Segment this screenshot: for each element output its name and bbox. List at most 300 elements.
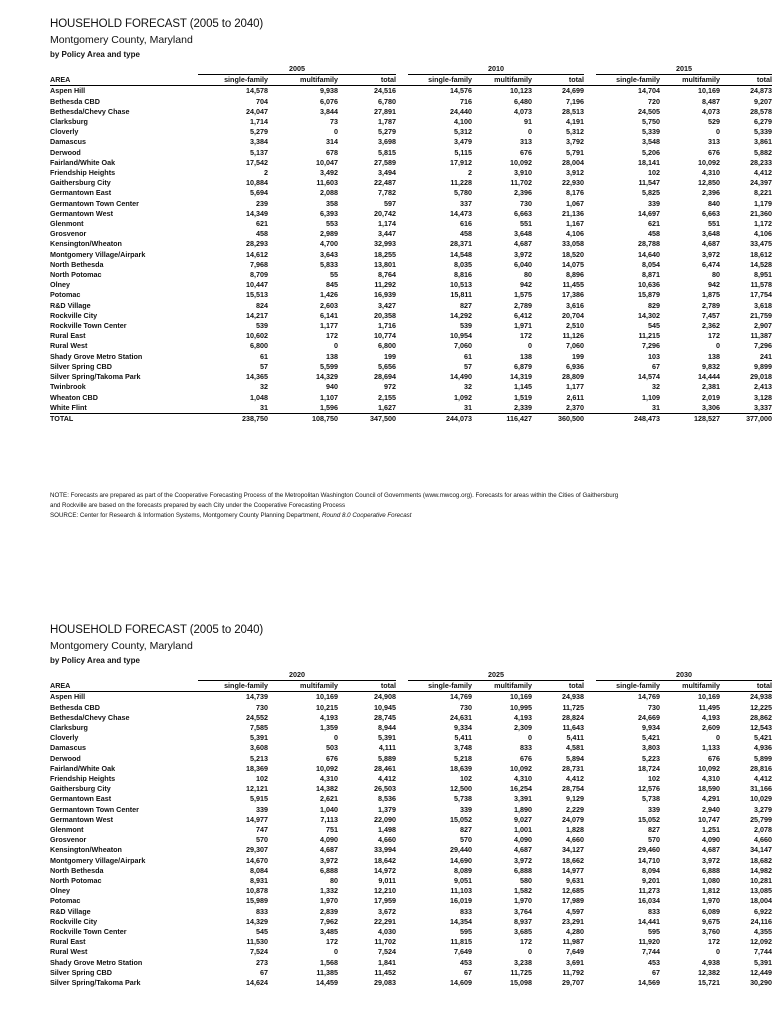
value-cell: 5,694: [250, 188, 268, 198]
value-cell: 3,648: [702, 229, 721, 239]
value-cell: 91: [524, 117, 533, 127]
value-cell: 0: [528, 947, 533, 957]
value-cell: 529: [708, 117, 721, 127]
value-cell: 4,090: [514, 835, 533, 845]
value-cell: 840: [708, 198, 721, 208]
spacer-cell: [584, 188, 596, 198]
value-cell: 11,920: [638, 937, 661, 947]
value-cell: 10,747: [698, 814, 721, 824]
value-cell: 3,494: [378, 168, 397, 178]
value-cell: 1,498: [378, 825, 397, 835]
area-name: Germantown East: [50, 794, 112, 804]
value-cell: 57: [464, 361, 473, 371]
value-cell: 55: [330, 270, 338, 280]
spacer-cell: [396, 876, 408, 886]
value-cell: 238,750: [198, 413, 268, 424]
value-cell: 14,690: [450, 855, 473, 865]
area-name: Grosvenor: [50, 229, 87, 239]
source-italic: Round 8.0 Cooperative Forecast: [322, 512, 412, 519]
value-cell: 14,704: [596, 86, 660, 97]
value-cell: 11,228: [450, 178, 473, 188]
value-cell: 339: [648, 198, 661, 208]
value-cell: 5,391: [378, 733, 397, 743]
spacer-cell: [396, 229, 408, 239]
value-cell: 8,035: [454, 259, 473, 269]
value-cell: 2,839: [320, 906, 338, 916]
value-cell: 3,616: [566, 300, 585, 310]
value-cell: 4,191: [566, 117, 585, 127]
value-cell: 29,460: [638, 845, 661, 855]
spacer-cell: [396, 907, 408, 917]
value-cell: 751: [326, 825, 338, 835]
value-cell: 2,907: [754, 321, 772, 331]
value-cell: 12,225: [750, 702, 772, 712]
value-cell: 3,391: [514, 794, 533, 804]
value-cell: 14,319: [510, 372, 533, 382]
spacer-cell: [584, 692, 596, 703]
area-name: North Bethesda: [50, 865, 104, 875]
value-cell: 2,609: [702, 723, 721, 733]
value-cell: 570: [648, 835, 661, 845]
value-cell: 4,073: [514, 106, 533, 116]
value-cell: 10,169: [660, 692, 720, 703]
value-cell: 15,879: [638, 290, 661, 300]
spacer-cell: [396, 86, 408, 97]
spacer-cell: [584, 64, 596, 75]
value-cell: 28,816: [750, 763, 772, 773]
value-cell: 27,891: [374, 106, 397, 116]
table-row: [50, 188, 772, 198]
area-name: White Flint: [50, 402, 87, 412]
value-cell: 5,894: [566, 753, 585, 763]
value-cell: 6,936: [566, 361, 585, 371]
spacer-cell: [396, 845, 408, 855]
spacer-cell: [584, 907, 596, 917]
value-cell: 2,155: [378, 392, 397, 402]
value-cell: 1,172: [754, 219, 772, 229]
value-cell: 1,359: [320, 723, 338, 733]
spacer-cell: [396, 815, 408, 825]
value-cell: 1,177: [320, 321, 338, 331]
value-cell: 18,369: [246, 763, 268, 773]
value-cell: 1,716: [378, 321, 397, 331]
value-cell: 358: [326, 198, 338, 208]
table-row: [50, 127, 772, 137]
value-cell: 28,788: [638, 239, 661, 249]
value-cell: 551: [520, 219, 533, 229]
value-cell: 24,699: [532, 86, 584, 97]
value-cell: 4,106: [566, 229, 585, 239]
value-cell: 33,994: [374, 845, 397, 855]
value-cell: 24,047: [246, 106, 268, 116]
value-cell: 339: [460, 804, 473, 814]
table-row: [50, 270, 772, 280]
spacer-cell: [396, 856, 408, 866]
value-cell: 10,281: [750, 876, 772, 886]
value-cell: 67: [652, 361, 661, 371]
value-cell: 80: [524, 270, 533, 280]
area-name: Clarksburg: [50, 117, 88, 127]
value-cell: 2,510: [566, 321, 585, 331]
area-name: Gaithersburg City: [50, 784, 111, 794]
value-cell: 7,060: [454, 341, 473, 351]
column-header-row: [50, 75, 772, 86]
value-cell: 12,500: [450, 784, 473, 794]
value-cell: 14,612: [246, 249, 268, 259]
value-cell: 25,799: [750, 814, 772, 824]
value-cell: 5,213: [250, 753, 268, 763]
value-cell: 940: [326, 382, 338, 392]
table-row: [50, 947, 772, 957]
value-cell: 8,931: [250, 876, 268, 886]
value-cell: 5,421: [642, 733, 661, 743]
value-cell: 2,611: [566, 392, 585, 402]
area-name: Fairland/White Oak: [50, 157, 116, 167]
table-row: [50, 784, 772, 794]
column-header: single-family: [616, 75, 661, 85]
value-cell: 57: [260, 361, 268, 371]
spacer-cell: [396, 260, 408, 270]
value-cell: 570: [256, 835, 268, 845]
value-cell: 13,801: [374, 259, 397, 269]
value-cell: 7,962: [320, 916, 338, 926]
value-cell: 6,089: [702, 906, 721, 916]
value-cell: 10,047: [316, 157, 338, 167]
value-cell: 458: [256, 229, 268, 239]
page-title: HOUSEHOLD FORECAST (2005 to 2040): [50, 624, 264, 636]
value-cell: 314: [326, 137, 338, 147]
area-name: TOTAL: [50, 413, 198, 424]
value-cell: 3,748: [454, 743, 473, 753]
table-row: [50, 280, 772, 290]
value-cell: 678: [326, 147, 338, 157]
value-cell: 28,809: [562, 372, 585, 382]
area-name: Clarksburg: [50, 723, 88, 733]
value-cell: 28,731: [562, 763, 585, 773]
value-cell: 2,339: [514, 402, 533, 412]
area-name: Germantown Town Center: [50, 198, 139, 208]
value-cell: 4,090: [320, 835, 338, 845]
value-cell: 27,589: [374, 157, 397, 167]
value-cell: 10,092: [316, 763, 338, 773]
spacer-cell: [584, 917, 596, 927]
value-cell: 10,092: [698, 763, 721, 773]
value-cell: 1,426: [320, 290, 338, 300]
value-cell: 18,520: [562, 249, 585, 259]
spacer-cell: [396, 270, 408, 280]
spacer-cell: [584, 958, 596, 968]
value-cell: 3,698: [378, 137, 397, 147]
area-name: Bethesda CBD: [50, 702, 100, 712]
spacer-cell: [584, 866, 596, 876]
value-cell: 12,543: [750, 723, 772, 733]
value-cell: 676: [708, 147, 721, 157]
spacer-cell: [584, 229, 596, 239]
spacer-cell: [584, 876, 596, 886]
value-cell: 33,475: [750, 239, 772, 249]
value-cell: 730: [256, 702, 268, 712]
value-cell: 67: [260, 967, 268, 977]
value-cell: 2,603: [320, 300, 338, 310]
spacer-cell: [584, 168, 596, 178]
spacer-cell: [584, 260, 596, 270]
value-cell: 2: [264, 168, 268, 178]
spacer-cell: [584, 219, 596, 229]
value-cell: 9,675: [702, 916, 721, 926]
value-cell: 1,568: [320, 957, 338, 967]
value-cell: 2,362: [702, 321, 721, 331]
spacer-cell: [584, 886, 596, 896]
value-cell: 3,643: [320, 249, 338, 259]
value-cell: 17,386: [562, 290, 585, 300]
value-cell: 3,337: [754, 402, 772, 412]
value-cell: 10,169: [660, 86, 720, 97]
value-cell: 172: [520, 331, 533, 341]
area-name: Glenmont: [50, 825, 84, 835]
value-cell: 4,936: [754, 743, 772, 753]
value-cell: 4,687: [702, 239, 721, 249]
value-cell: 14,982: [750, 865, 772, 875]
value-cell: 9,832: [702, 361, 721, 371]
value-cell: 14,441: [638, 916, 661, 926]
spacer-cell: [584, 321, 596, 331]
value-cell: 580: [520, 876, 533, 886]
value-cell: 2,396: [702, 188, 721, 198]
value-cell: 241: [760, 351, 772, 361]
value-cell: 1,145: [514, 382, 533, 392]
table-row: [50, 927, 772, 937]
area-name: Bethesda/Chevy Chase: [50, 712, 130, 722]
value-cell: 32: [464, 382, 473, 392]
table-row: [50, 372, 772, 382]
value-cell: 14,977: [246, 814, 268, 824]
value-cell: 2,381: [702, 382, 721, 392]
table-row: [50, 229, 772, 239]
value-cell: 0: [716, 947, 721, 957]
value-cell: 6,780: [378, 96, 397, 106]
spacer-cell: [584, 845, 596, 855]
area-name: Potomac: [50, 290, 81, 300]
value-cell: 313: [520, 137, 533, 147]
value-cell: 14,739: [198, 692, 268, 703]
spacer-cell: [396, 239, 408, 249]
table-row: [50, 856, 772, 866]
value-cell: 3,803: [642, 743, 661, 753]
spacer-cell: [584, 774, 596, 784]
value-cell: 720: [648, 96, 661, 106]
value-cell: 34,147: [750, 845, 772, 855]
spacer-cell: [396, 209, 408, 219]
value-cell: 6,879: [514, 361, 533, 371]
value-cell: 11,452: [374, 967, 397, 977]
spacer-cell: [584, 413, 596, 424]
value-cell: 5,391: [250, 733, 268, 743]
spacer-cell: [584, 403, 596, 414]
value-cell: 24,505: [638, 106, 661, 116]
spacer-cell: [396, 168, 408, 178]
area-name: R&D Village: [50, 906, 91, 916]
value-cell: 3,306: [702, 402, 721, 412]
value-cell: 453: [648, 957, 661, 967]
value-cell: 239: [256, 198, 268, 208]
value-cell: 1,001: [514, 825, 533, 835]
spacer-cell: [396, 743, 408, 753]
value-cell: 1,812: [702, 886, 721, 896]
value-cell: 9,207: [754, 96, 772, 106]
value-cell: 248,473: [596, 413, 660, 424]
area-name: Damascus: [50, 137, 86, 147]
value-cell: 14,769: [596, 692, 660, 703]
area-name: Derwood: [50, 147, 81, 157]
value-cell: 1,080: [702, 876, 721, 886]
value-cell: 14,576: [408, 86, 472, 97]
table-row: [50, 321, 772, 331]
column-header-row: [50, 681, 772, 692]
value-cell: 1,332: [320, 886, 338, 896]
value-cell: 16,034: [638, 896, 661, 906]
area-name: Wheaton CBD: [50, 392, 98, 402]
value-cell: 7,782: [378, 188, 397, 198]
spacer-cell: [396, 733, 408, 743]
spacer-cell: [396, 107, 408, 117]
spacer-cell: [584, 158, 596, 168]
spacer-cell: [396, 311, 408, 321]
value-cell: 6,040: [514, 259, 533, 269]
spacer-cell: [584, 382, 596, 392]
value-cell: 28,004: [562, 157, 585, 167]
spacer-cell: [396, 947, 408, 957]
value-cell: 12,382: [698, 967, 721, 977]
page-title: HOUSEHOLD FORECAST (2005 to 2040): [50, 18, 264, 30]
value-cell: 14,473: [450, 208, 473, 218]
value-cell: 5,115: [454, 147, 473, 157]
spacer-cell: [396, 117, 408, 127]
table-row: [50, 341, 772, 351]
value-cell: 1,092: [454, 392, 473, 402]
value-cell: 595: [460, 927, 473, 937]
value-cell: 28,461: [374, 763, 397, 773]
value-cell: 138: [326, 351, 338, 361]
area-name: Bethesda/Chevy Chase: [50, 106, 130, 116]
value-cell: 2,019: [702, 392, 721, 402]
value-cell: 3,972: [514, 249, 533, 259]
spacer-cell: [584, 199, 596, 209]
value-cell: 172: [708, 331, 721, 341]
value-cell: 3,427: [378, 300, 397, 310]
value-cell: 102: [648, 774, 661, 784]
value-cell: 7,524: [378, 947, 397, 957]
value-cell: 1,040: [320, 804, 338, 814]
spacer-cell: [584, 97, 596, 107]
value-cell: 0: [528, 127, 533, 137]
column-header: total: [756, 681, 772, 691]
table-row: [50, 290, 772, 300]
spacer-cell: [396, 301, 408, 311]
table-row: [50, 250, 772, 260]
value-cell: 14,302: [638, 310, 661, 320]
area-name: Germantown Town Center: [50, 804, 139, 814]
value-cell: 61: [260, 351, 268, 361]
spacer-cell: [396, 352, 408, 362]
value-cell: 14,528: [750, 259, 772, 269]
value-cell: 21,136: [562, 208, 585, 218]
table-row: [50, 835, 772, 845]
value-cell: 15,052: [638, 814, 661, 824]
value-cell: 14,490: [450, 372, 473, 382]
value-cell: 3,238: [514, 957, 533, 967]
area-name: Friendship Heights: [50, 168, 116, 178]
spacer-cell: [396, 692, 408, 703]
value-cell: 7,196: [566, 96, 585, 106]
value-cell: 2,989: [320, 229, 338, 239]
value-cell: 3,844: [320, 106, 338, 116]
value-cell: 28,754: [562, 784, 585, 794]
value-cell: 18,141: [638, 157, 661, 167]
year-header: 2010: [408, 64, 584, 75]
value-cell: 716: [460, 96, 473, 106]
value-cell: 3,764: [514, 906, 533, 916]
value-cell: 1,179: [754, 198, 772, 208]
spacer-cell: [396, 681, 408, 692]
value-cell: 20,358: [374, 310, 397, 320]
value-cell: 22,930: [562, 178, 585, 188]
spacer-cell: [584, 743, 596, 753]
value-cell: 14,365: [246, 372, 268, 382]
table-row: [50, 86, 772, 97]
value-cell: 9,899: [754, 361, 772, 371]
value-cell: 8,094: [642, 865, 661, 875]
spacer-cell: [584, 764, 596, 774]
value-cell: 67: [464, 967, 473, 977]
value-cell: 503: [326, 743, 338, 753]
area-name: Rockville Town Center: [50, 927, 127, 937]
area-name: Cloverly: [50, 733, 79, 743]
spacer-cell: [396, 148, 408, 158]
value-cell: 15,513: [246, 290, 268, 300]
value-cell: 9,334: [454, 723, 473, 733]
value-cell: 5,411: [454, 733, 473, 743]
table-row: [50, 754, 772, 764]
spacer-cell: [584, 362, 596, 372]
value-cell: 4,687: [320, 845, 338, 855]
value-cell: 14,075: [562, 259, 585, 269]
value-cell: 7,744: [754, 947, 772, 957]
table-row: [50, 723, 772, 733]
value-cell: 3,447: [378, 229, 397, 239]
value-cell: 6,922: [754, 906, 772, 916]
value-cell: 32: [260, 382, 268, 392]
spacer-cell: [584, 127, 596, 137]
value-cell: 4,111: [378, 743, 397, 753]
value-cell: 2,789: [514, 300, 533, 310]
column-header: total: [568, 681, 585, 691]
spacer-cell: [396, 670, 408, 681]
value-cell: 4,310: [514, 774, 533, 784]
spacer-cell: [584, 805, 596, 815]
value-cell: 3,548: [642, 137, 661, 147]
value-cell: 6,888: [514, 865, 533, 875]
spacer-cell: [396, 896, 408, 906]
value-cell: 11,578: [750, 280, 772, 290]
value-cell: 2,789: [702, 300, 721, 310]
spacer-cell: [396, 341, 408, 351]
value-cell: 10,215: [316, 702, 338, 712]
value-cell: 6,279: [754, 117, 772, 127]
value-cell: 3,972: [514, 855, 533, 865]
spacer-cell: [396, 250, 408, 260]
value-cell: 2,413: [754, 382, 772, 392]
value-cell: 4,581: [566, 743, 585, 753]
